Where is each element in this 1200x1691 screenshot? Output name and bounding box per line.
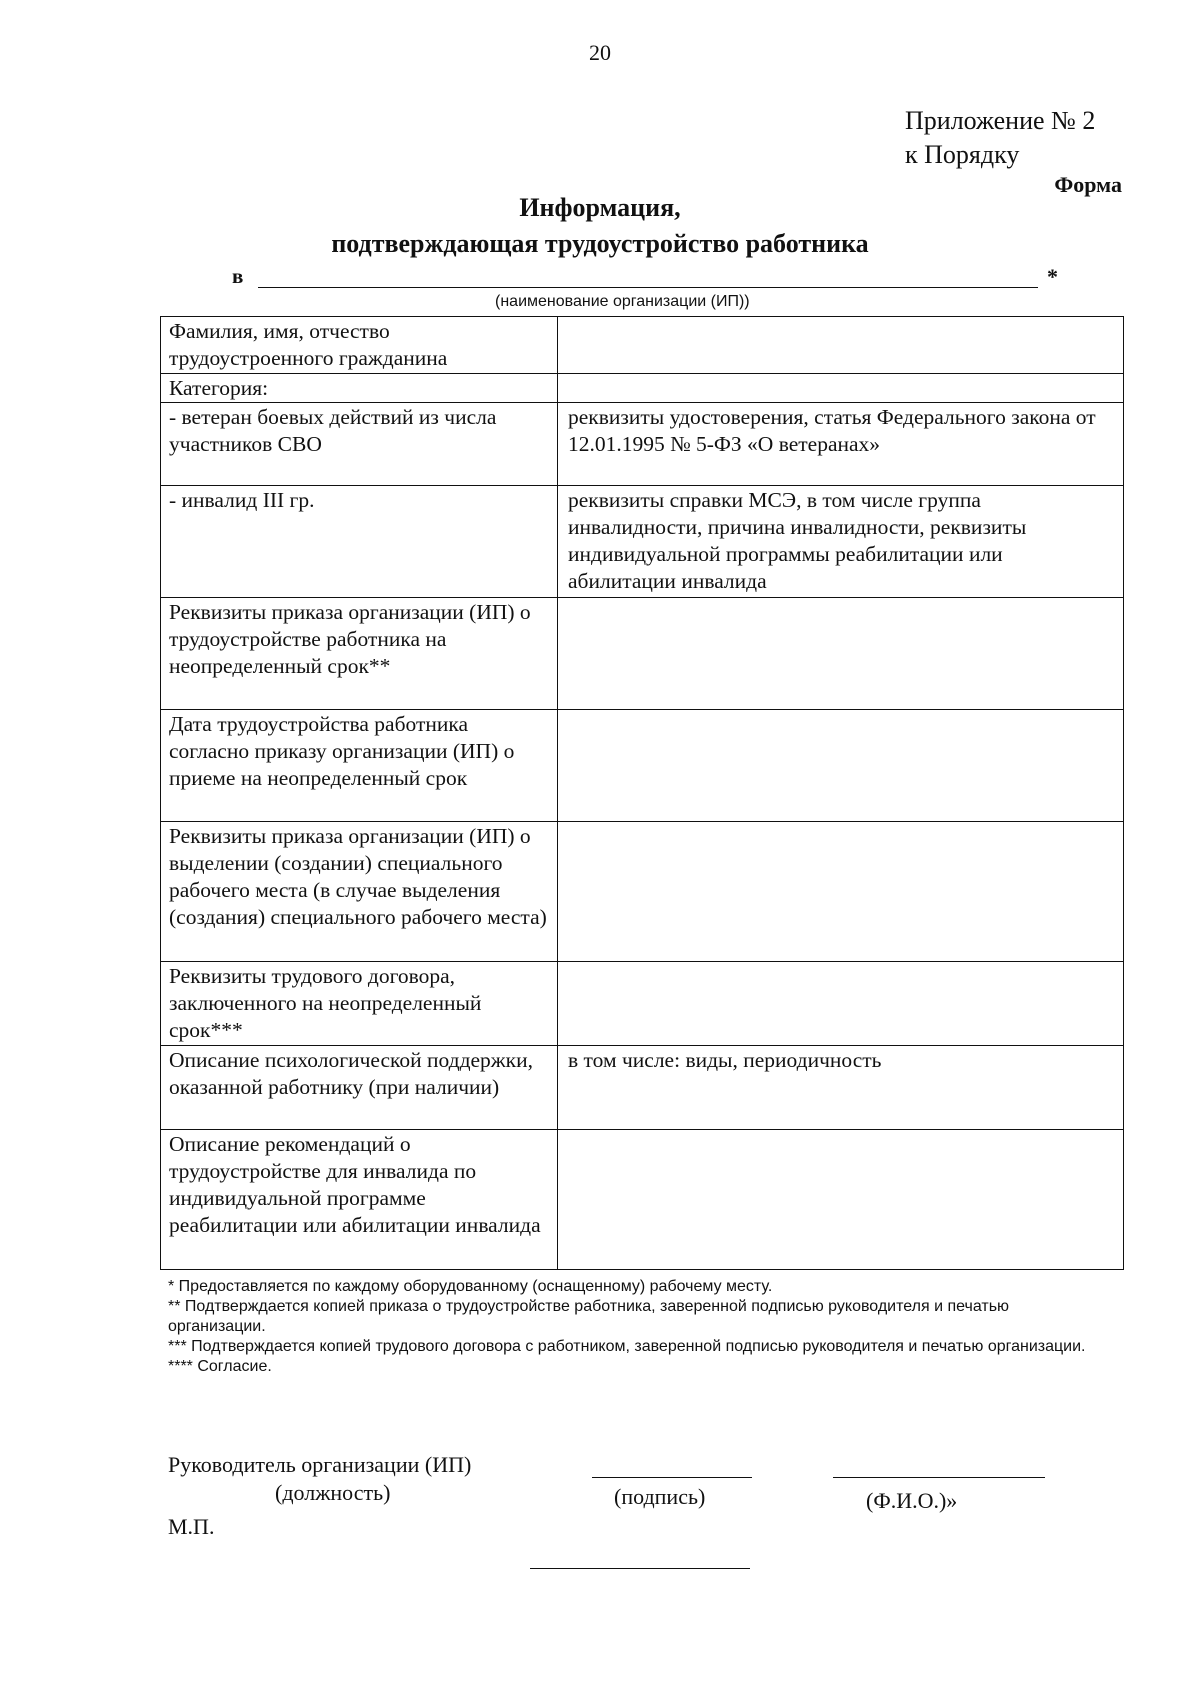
table-row [161, 598, 1124, 710]
organization-prefix: в [232, 264, 244, 288]
signer-role: Руководитель организации (ИП) [168, 1452, 472, 1477]
table-row [161, 486, 1124, 598]
row-value[interactable] [558, 598, 1124, 710]
title-line-2: подтверждающая трудоустройство работника [331, 229, 869, 258]
appendix-line-2: к Порядку [905, 140, 1020, 169]
appendix-heading [905, 104, 1095, 172]
date-line[interactable] [530, 1568, 750, 1569]
footnote-3: *** Подтверждается копией трудового договора с работником, заверенной подписью руководителя и печатью организации. [168, 1338, 1086, 1355]
organization-footnote-mark: * [1047, 264, 1058, 289]
footnote-1: * Предоставляется по каждому оборудованному (оснащенному) рабочему месту. [168, 1278, 773, 1295]
row-value[interactable] [558, 962, 1124, 1046]
organization-name-field[interactable] [258, 287, 1038, 288]
row-label: Фамилия, имя, отчество трудоустроенного гражданина [161, 317, 558, 374]
row-label: Категория: [161, 374, 558, 403]
row-label: Реквизиты приказа организации (ИП) о трудоустройстве работника на неопределенный срок** [161, 598, 558, 710]
row-label: Описание рекомендаций о трудоустройстве для инвалида по индивидуальной программе реабилитации или абилитации инвалида [161, 1130, 558, 1270]
page-number: 20 [589, 40, 611, 65]
row-value[interactable] [558, 317, 1124, 374]
document-title [0, 190, 1200, 262]
footnote-4: **** Согласие. [168, 1358, 272, 1375]
fio-caption: (Ф.И.О.)» [866, 1488, 958, 1513]
form-label: Форма [1054, 172, 1122, 197]
fio-line[interactable] [833, 1477, 1045, 1478]
footnote-2: ** Подтверждается копией приказа о трудоустройстве работника, заверенной подписью руководителя и печатью организации. [168, 1298, 1010, 1335]
row-label: Описание психологической поддержки, оказанной работнику (при наличии) [161, 1046, 558, 1130]
row-value[interactable]: реквизиты справки МСЭ, в том числе группа инвалидности, причина инвалидности, реквизиты индивидуальной программы реабилитации или абилитации инвалида [558, 486, 1124, 598]
table-row [161, 374, 1124, 403]
row-value[interactable] [558, 374, 1124, 403]
row-value[interactable] [558, 710, 1124, 822]
appendix-line-1: Приложение № 2 [905, 106, 1096, 135]
row-value[interactable] [558, 1130, 1124, 1270]
row-label: - инвалид III гр. [161, 486, 558, 598]
stamp-place: М.П. [168, 1514, 215, 1539]
table-row [161, 822, 1124, 962]
table-row [161, 317, 1124, 374]
row-value[interactable]: реквизиты удостоверения, статья Федерального закона от 12.01.1995 № 5-ФЗ «О ветеранах» [558, 403, 1124, 486]
table-row [161, 1046, 1124, 1130]
title-line-1: Информация, [519, 193, 681, 222]
row-value[interactable] [558, 822, 1124, 962]
signature-caption: (подпись) [614, 1484, 706, 1509]
organization-caption: (наименование организации (ИП)) [495, 293, 750, 310]
row-label: Реквизиты приказа организации (ИП) о выделении (создании) специального рабочего места (в случае выделения (создания) специального рабочего места) [161, 822, 558, 962]
table-row [161, 403, 1124, 486]
row-value[interactable]: в том числе: виды, периодичность [558, 1046, 1124, 1130]
footnotes [168, 1277, 1108, 1377]
row-label: Дата трудоустройства работника согласно приказу организации (ИП) о приеме на неопределенный срок [161, 710, 558, 822]
row-label: - ветеран боевых действий из числа участников СВО [161, 403, 558, 486]
information-table [160, 316, 1124, 1270]
row-label: Реквизиты трудового договора, заключенного на неопределенный срок*** [161, 962, 558, 1046]
table-row [161, 1130, 1124, 1270]
table-row [161, 962, 1124, 1046]
signature-line[interactable] [592, 1477, 752, 1478]
position-caption: (должность) [275, 1480, 391, 1505]
table-row [161, 710, 1124, 822]
